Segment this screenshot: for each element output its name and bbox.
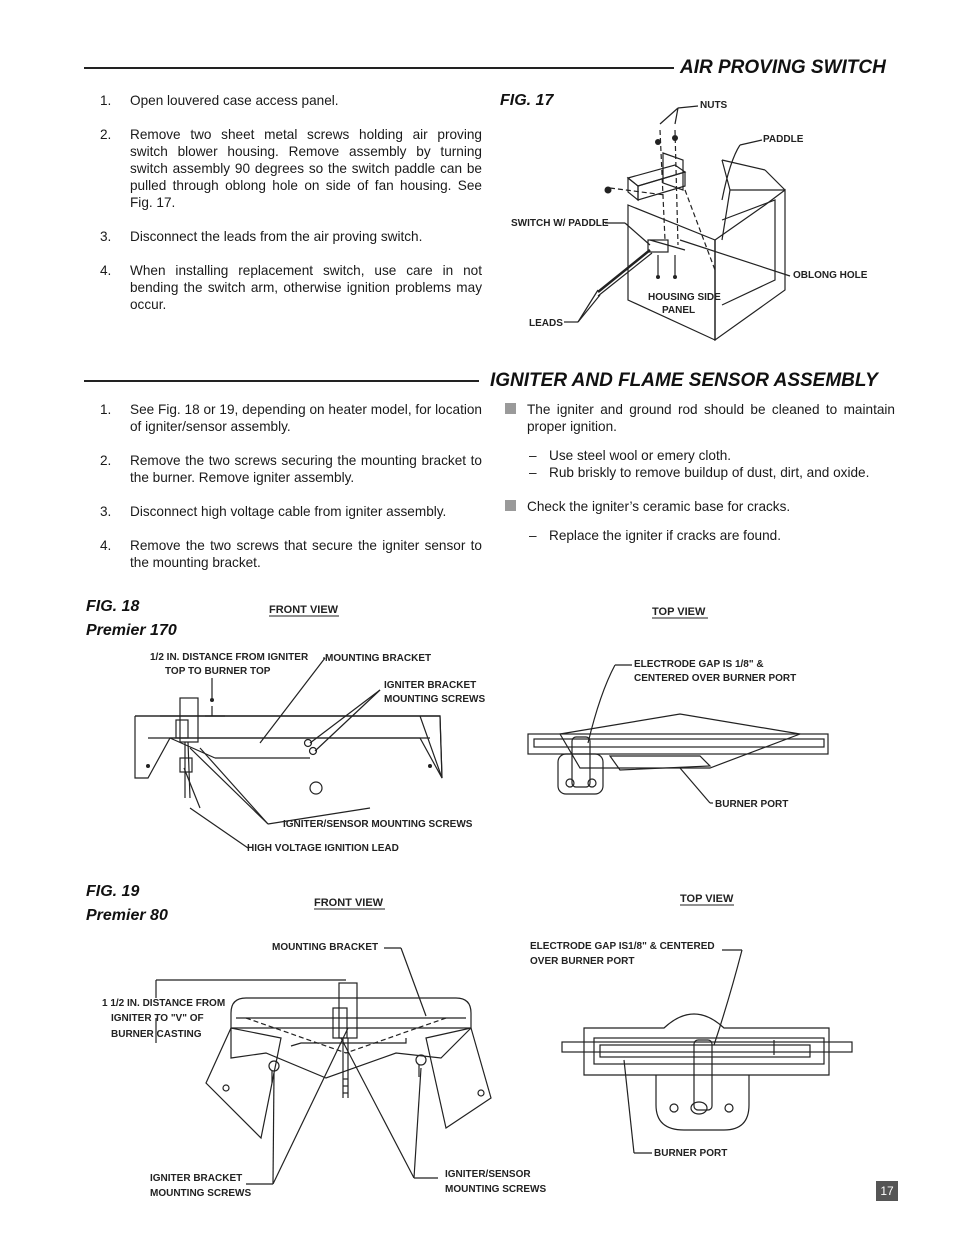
bullet-cracks: Check the igniter’s ceramic base for cracks. – Replace the igniter if cracks are found.	[505, 498, 895, 544]
fig19-label: FIG. 19 Premier 80	[86, 883, 168, 924]
fig19-gap-2: OVER BURNER PORT	[530, 956, 635, 967]
step-3: 3. Disconnect the leads from the air proving switch.	[100, 229, 423, 244]
igniter-step-1: 1. See Fig. 18 or 19, depending on heater model, for location of igniter/sensor assembly.	[100, 402, 482, 434]
fig18-top-view-title: TOP VIEW	[652, 606, 706, 618]
fig18-screws-2: MOUNTING SCREWS	[384, 694, 486, 705]
fig19-top-view	[524, 880, 854, 1170]
fig17-nuts: NUTS	[700, 100, 728, 111]
step-1: 1. Open louvered case access panel.	[100, 93, 339, 108]
fig17-housing-1: HOUSING SIDE	[648, 292, 721, 303]
fig19-distance-3: BURNER CASTING	[111, 1029, 202, 1040]
fig18-gap-2: CENTERED OVER BURNER PORT	[634, 673, 797, 684]
air-proving-steps	[84, 92, 482, 330]
bullet-square-icon	[505, 403, 516, 414]
fig19-top-view-title: TOP VIEW	[680, 893, 734, 905]
fig18-gap-1: ELECTRODE GAP IS 1/8" &	[634, 659, 764, 670]
sub-item: – Rub briskly to remove buildup of dust, dirt, and oxide.	[529, 465, 870, 480]
section-rule-igniter	[84, 380, 479, 382]
fig18-distance-1: 1/2 IN. DISTANCE FROM IGNITER	[150, 652, 309, 663]
fig17-switch: SWITCH W/ PADDLE	[511, 218, 609, 229]
fig18-port: BURNER PORT	[715, 799, 789, 810]
air-proving-switch-title: AIR PROVING SWITCH	[680, 57, 886, 78]
igniter-section-title: IGNITER AND FLAME SENSOR ASSEMBLY	[490, 370, 878, 391]
fig19-gap-1: ELECTRODE GAP IS1/8" & CENTERED	[530, 941, 715, 952]
sub-item: – Use steel wool or emery cloth.	[529, 448, 732, 463]
fig18-label: FIG. 18 Premier 170	[86, 598, 177, 639]
fig19-screws-1: IGNITER BRACKET	[150, 1173, 243, 1184]
fig18-front-view	[130, 598, 490, 860]
fig18-front-view-title: FRONT VIEW	[269, 604, 339, 616]
fig19-distance-2: IGNITER TO "V" OF	[111, 1013, 204, 1024]
fig19-front-view	[96, 888, 547, 1208]
igniter-step-2: 2. Remove the two screws securing the mounting bracket to the burner. Remove igniter assembly.	[100, 453, 482, 485]
fig18-hv-lead: HIGH VOLTAGE IGNITION LEAD	[247, 843, 399, 854]
fig17-leads: LEADS	[529, 318, 563, 329]
step-4: 4. When installing replacement switch, use care in not bending the switch arm, otherwise ignition problems may occur.	[100, 263, 482, 312]
fig17-housing-2: PANEL	[662, 305, 696, 316]
fig19-screws-2: MOUNTING SCREWS	[150, 1188, 252, 1199]
fig19-sensor-1: IGNITER/SENSOR	[445, 1169, 531, 1180]
fig18-sensor-screws: IGNITER/SENSOR MOUNTING SCREWS	[283, 819, 473, 830]
igniter-step-3: 3. Disconnect high voltage cable from igniter assembly.	[100, 504, 447, 519]
fig19-front-view-title: FRONT VIEW	[314, 897, 384, 909]
fig17-diagram	[500, 90, 900, 360]
sub-item: – Replace the igniter if cracks are found.	[529, 528, 781, 543]
fig17-paddle: PADDLE	[763, 134, 804, 145]
fig17-oblong: OBLONG HOLE	[793, 270, 868, 281]
fig17-label: FIG. 17	[500, 92, 554, 109]
fig18-distance-2: TOP TO BURNER TOP	[165, 666, 271, 677]
fig18-top-view	[520, 598, 840, 810]
fig19-distance-1: 1 1/2 IN. DISTANCE FROM	[102, 998, 226, 1009]
igniter-steps	[84, 401, 482, 588]
fig19-bracket: MOUNTING BRACKET	[272, 942, 379, 953]
bullet-cleaning: The igniter and ground rod should be cleaned to maintain proper ignition. – Use steel wool or emery cloth. – Rub briskly to remove buildup of dust, dirt, and oxide.	[505, 401, 895, 481]
page-number: 17	[876, 1181, 898, 1201]
section-rule-top	[84, 67, 674, 69]
igniter-step-4: 4. Remove the two screws that secure the igniter sensor to the mounting bracket.	[100, 538, 482, 570]
igniter-bullets	[505, 401, 895, 544]
fig19-port: BURNER PORT	[654, 1148, 728, 1159]
fig19-sensor-2: MOUNTING SCREWS	[445, 1184, 547, 1195]
bullet-square-icon	[505, 500, 516, 511]
step-2: 2. Remove two sheet metal screws holding air proving switch blower housing. Remove assembly by turning switch assembly 90 degrees so the switch paddle can be pulled through oblong hole on side of fan housing. See Fig. 17.	[100, 127, 482, 210]
fig18-bracket: MOUNTING BRACKET	[325, 653, 432, 664]
fig18-screws-1: IGNITER BRACKET	[384, 680, 477, 691]
